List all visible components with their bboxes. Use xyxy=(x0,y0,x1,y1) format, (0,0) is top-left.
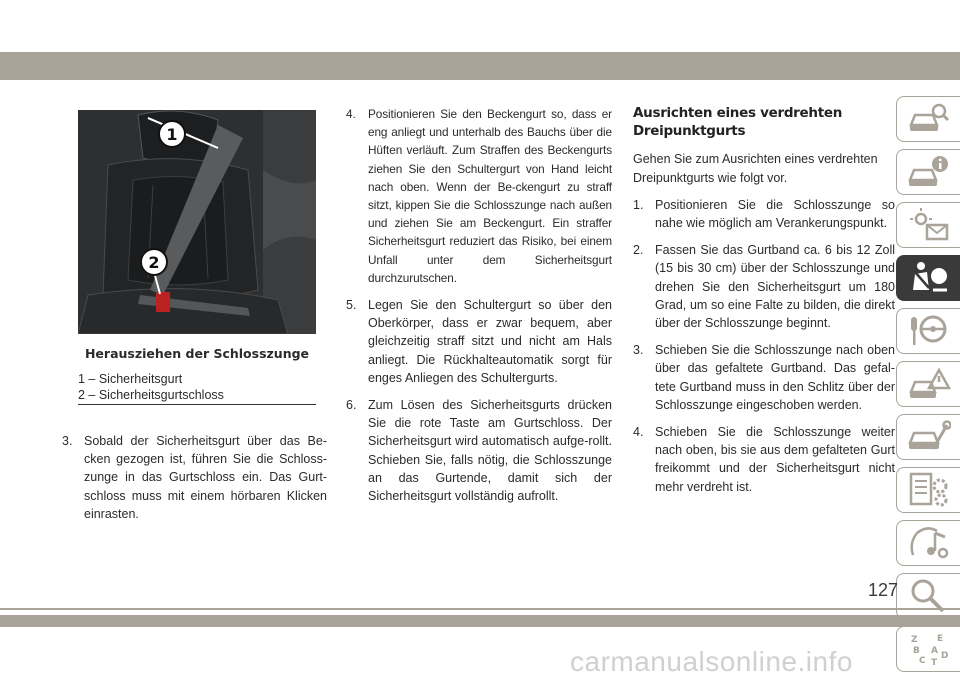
step-item xyxy=(346,396,612,505)
step-text: Positionieren Sie den Beckengurt so, dass er eng anliegt und unterhalb des Bauchs über die Hüften verläuft. Zum Straffen des Beckengurts ziehen Sie den Schultergurt von Hand leicht nach oben. Wenn der Be-ckengurt zu straff sitzt, kippen Sie die Schlosszunge nach außen und ziehen Sie am Beckengurt. Ein straffer Sicherheitsgurt reduziert das Risiko, bei einem Unfall unter dem Sicherheitsgurt durchzurutschen. xyxy=(368,107,612,285)
callout-1-label: 1 xyxy=(166,125,178,144)
svg-text:ZEBACDT: Z E B A C D T xyxy=(910,634,948,667)
warning-light-message-icon xyxy=(907,207,951,243)
step-number: 3. xyxy=(62,434,73,448)
tab-multimedia[interactable] xyxy=(896,520,960,566)
footer-band xyxy=(0,615,960,627)
watermark: carmanualsonline.info xyxy=(570,646,853,677)
specifications-gears-icon xyxy=(907,472,951,508)
step-number: 3. xyxy=(633,343,644,358)
step-text: Zum Lösen des Sicherheitsgurts drücken Sie die rote Taste am Gurtschloss. Der Sicherheitsgurt wird automatisch aufge-rollt. Schieben Sie, falls nötig, die Schlosszunge an das Gurtende, damit sich der Sicherheitsgurt vollständig aufrollt. xyxy=(368,398,612,504)
step-number: 4. xyxy=(633,425,644,440)
step-text: Positionieren Sie die Schlosszunge so nahe wie möglich am Verankerungspunkt. xyxy=(655,197,895,231)
section-twisted-belt xyxy=(633,104,895,505)
top-header-band xyxy=(0,52,960,80)
warning-triangle-car-icon xyxy=(907,366,951,402)
step-text: Schieben Sie die Schlosszunge nach oben über das gefaltete Gurtband. Das gefal-tete Gurtband muss in den Schlitz über der Schlosszunge eingeschoben werden. xyxy=(655,343,895,412)
section-heading: Ausrichten eines verdrehten Dreipunktgurts xyxy=(633,105,843,140)
multimedia-music-icon xyxy=(907,525,951,561)
step-text: Schieben Sie die Schlosszunge weiter nach oben, bis sie aus dem gefalteten Gurt freikommt und der Sicherheitsgurt nicht mehr verdreht ist. xyxy=(655,425,895,494)
step-number: 4. xyxy=(346,107,356,121)
tab-starting-operating[interactable] xyxy=(896,308,960,354)
step-item xyxy=(346,296,612,387)
car-wrench-icon xyxy=(907,419,951,455)
figure-legend xyxy=(78,371,316,403)
step-text: Sobald der Sicherheitsgurt über das Be-cken gezogen ist, führen Sie die Schloss-zunge in das Gurtschloss ein. Das Gurt-schloss muss mit einem hörbaren Klicken einrasten. xyxy=(84,434,327,521)
chapter-tabs xyxy=(896,96,960,679)
footer-rule xyxy=(0,608,960,610)
step-number: 1. xyxy=(633,197,644,212)
legend-item: 1 – Sicherheitsgurt xyxy=(78,372,183,386)
step-item xyxy=(633,241,895,332)
steps-column-left xyxy=(62,432,327,532)
car-info-icon xyxy=(907,154,951,190)
page-number: 127 xyxy=(868,580,899,600)
tab-vehicle-info[interactable] xyxy=(896,149,960,195)
step-item xyxy=(633,423,895,496)
language-letters-icon xyxy=(907,631,951,667)
step-item xyxy=(633,341,895,414)
steering-wheel-key-icon xyxy=(907,313,951,349)
car-magnifier-icon xyxy=(907,101,951,137)
tab-languages[interactable] xyxy=(896,626,960,672)
step-text: Legen Sie den Schultergurt so über den Oberkörper, dass er zwar bequem, aber gleichzeitig straff sitzt und nicht am Hals anliegt. Die Rückhalteautomatik sorgt für enges Anliegen des Schultergurts. xyxy=(368,298,612,385)
step-number: 5. xyxy=(346,298,357,313)
tab-servicing-maintenance[interactable] xyxy=(896,414,960,460)
step-number: 6. xyxy=(346,398,357,413)
step-number: 2. xyxy=(633,243,644,258)
tab-warning-lights[interactable] xyxy=(896,202,960,248)
tab-getting-to-know-vehicle[interactable] xyxy=(896,96,960,142)
legend-divider xyxy=(78,404,316,405)
step-item xyxy=(62,432,327,523)
step-item xyxy=(346,105,612,287)
figure-caption: Herausziehen der Schlosszunge xyxy=(84,346,310,361)
steps-column-middle xyxy=(346,105,612,514)
step-item xyxy=(633,196,895,232)
seatbelt-photo xyxy=(78,110,316,334)
legend-item: 2 – Sicherheitsgurtschloss xyxy=(78,388,224,402)
seatbelt-airbag-icon xyxy=(907,260,951,296)
tab-in-case-of-emergency[interactable] xyxy=(896,361,960,407)
tab-index[interactable] xyxy=(896,573,960,619)
step-text: Fassen Sie das Gurtband ca. 6 bis 12 Zoll (15 bis 30 cm) über der Schlosszunge und drehen Sie den Sicherheitsgurt um 180 Grad, um so eine Falte zu bilden, die direkt über der Schlosszunge beginnt. xyxy=(655,243,895,331)
tab-technical-specifications[interactable] xyxy=(896,467,960,513)
callout-2-label: 2 xyxy=(148,253,160,272)
tab-safety[interactable] xyxy=(896,255,960,301)
section-intro: Gehen Sie zum Ausrichten eines verdrehten Dreipunktgurts wie folgt vor. xyxy=(633,152,878,185)
